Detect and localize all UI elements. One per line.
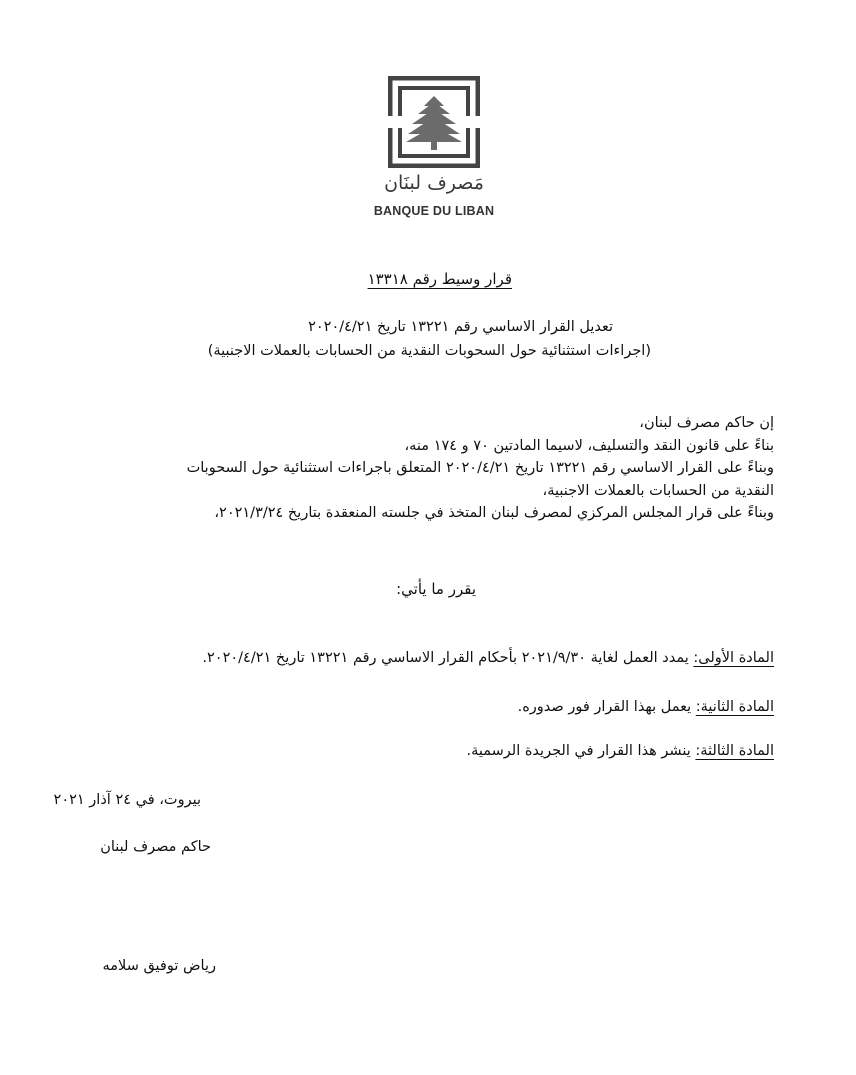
governor-title: حاكم مصرف لبنان	[100, 839, 211, 855]
logo-arabic-text: مَصرف لبنَان	[384, 172, 484, 194]
article-2	[518, 699, 774, 715]
governor-name: رياض توفيق سلامه	[102, 958, 216, 974]
place-and-date: بيروت، في ٢٤ آذار ٢٠٢١	[53, 792, 201, 808]
article-text: يمدد العمل لغاية ٢٠٢١/٩/٣٠ بأحكام القرار الاساسي رقم ١٣٢٢١ تاريخ ٢٠٢٠/٤/٢١.	[202, 650, 694, 666]
article-text: يعمل بهذا القرار فور صدوره.	[517, 699, 696, 715]
preamble-line: وبناءً على القرار الاساسي رقم ١٣٢٢١ تاريخ ٢٠٢٠/٤/٢١ المتعلق باجراءات استثنائية حول السحوبات	[186, 460, 774, 476]
preamble	[74, 412, 774, 525]
article-title: المادة الثانية:	[695, 699, 774, 715]
preamble-line: بناءً على قانون النقد والتسليف، لاسيما المادتين ٧٠ و ١٧٤ منه،	[404, 437, 774, 454]
preamble-line: النقدية من الحسابات بالعملات الاجنبية،	[542, 482, 774, 499]
article-1	[202, 650, 774, 666]
preamble-line: إن حاكم مصرف لبنان،	[639, 415, 774, 431]
article-title: المادة الثالثة:	[695, 743, 774, 759]
article-3	[466, 743, 774, 759]
decides-heading: يقرر ما يأتي:	[396, 580, 476, 598]
logo-english-text: BANQUE DU LIBAN	[373, 204, 495, 218]
subject-line-1: تعديل القرار الاساسي رقم ١٣٢٢١ تاريخ ٢٠٢٠/٤/٢١	[308, 319, 613, 335]
decision-number: قرار وسيط رقم ١٣٣١٨	[367, 270, 512, 288]
article-title: المادة الأولى:	[693, 650, 774, 666]
article-text: ينشر هذا القرار في الجريدة الرسمية.	[466, 743, 696, 759]
cedar-tree-frame-icon	[388, 76, 480, 168]
subject-line-2: (اجراءات استثنائية حول السحوبات النقدية من الحسابات بالعملات الاجنبية)	[207, 343, 651, 359]
preamble-line: وبناءً على قرار المجلس المركزي لمصرف لبنان المتخذ في جلسته المنعقدة بتاريخ ٢٠٢١/٣/٢٤،	[214, 505, 774, 521]
